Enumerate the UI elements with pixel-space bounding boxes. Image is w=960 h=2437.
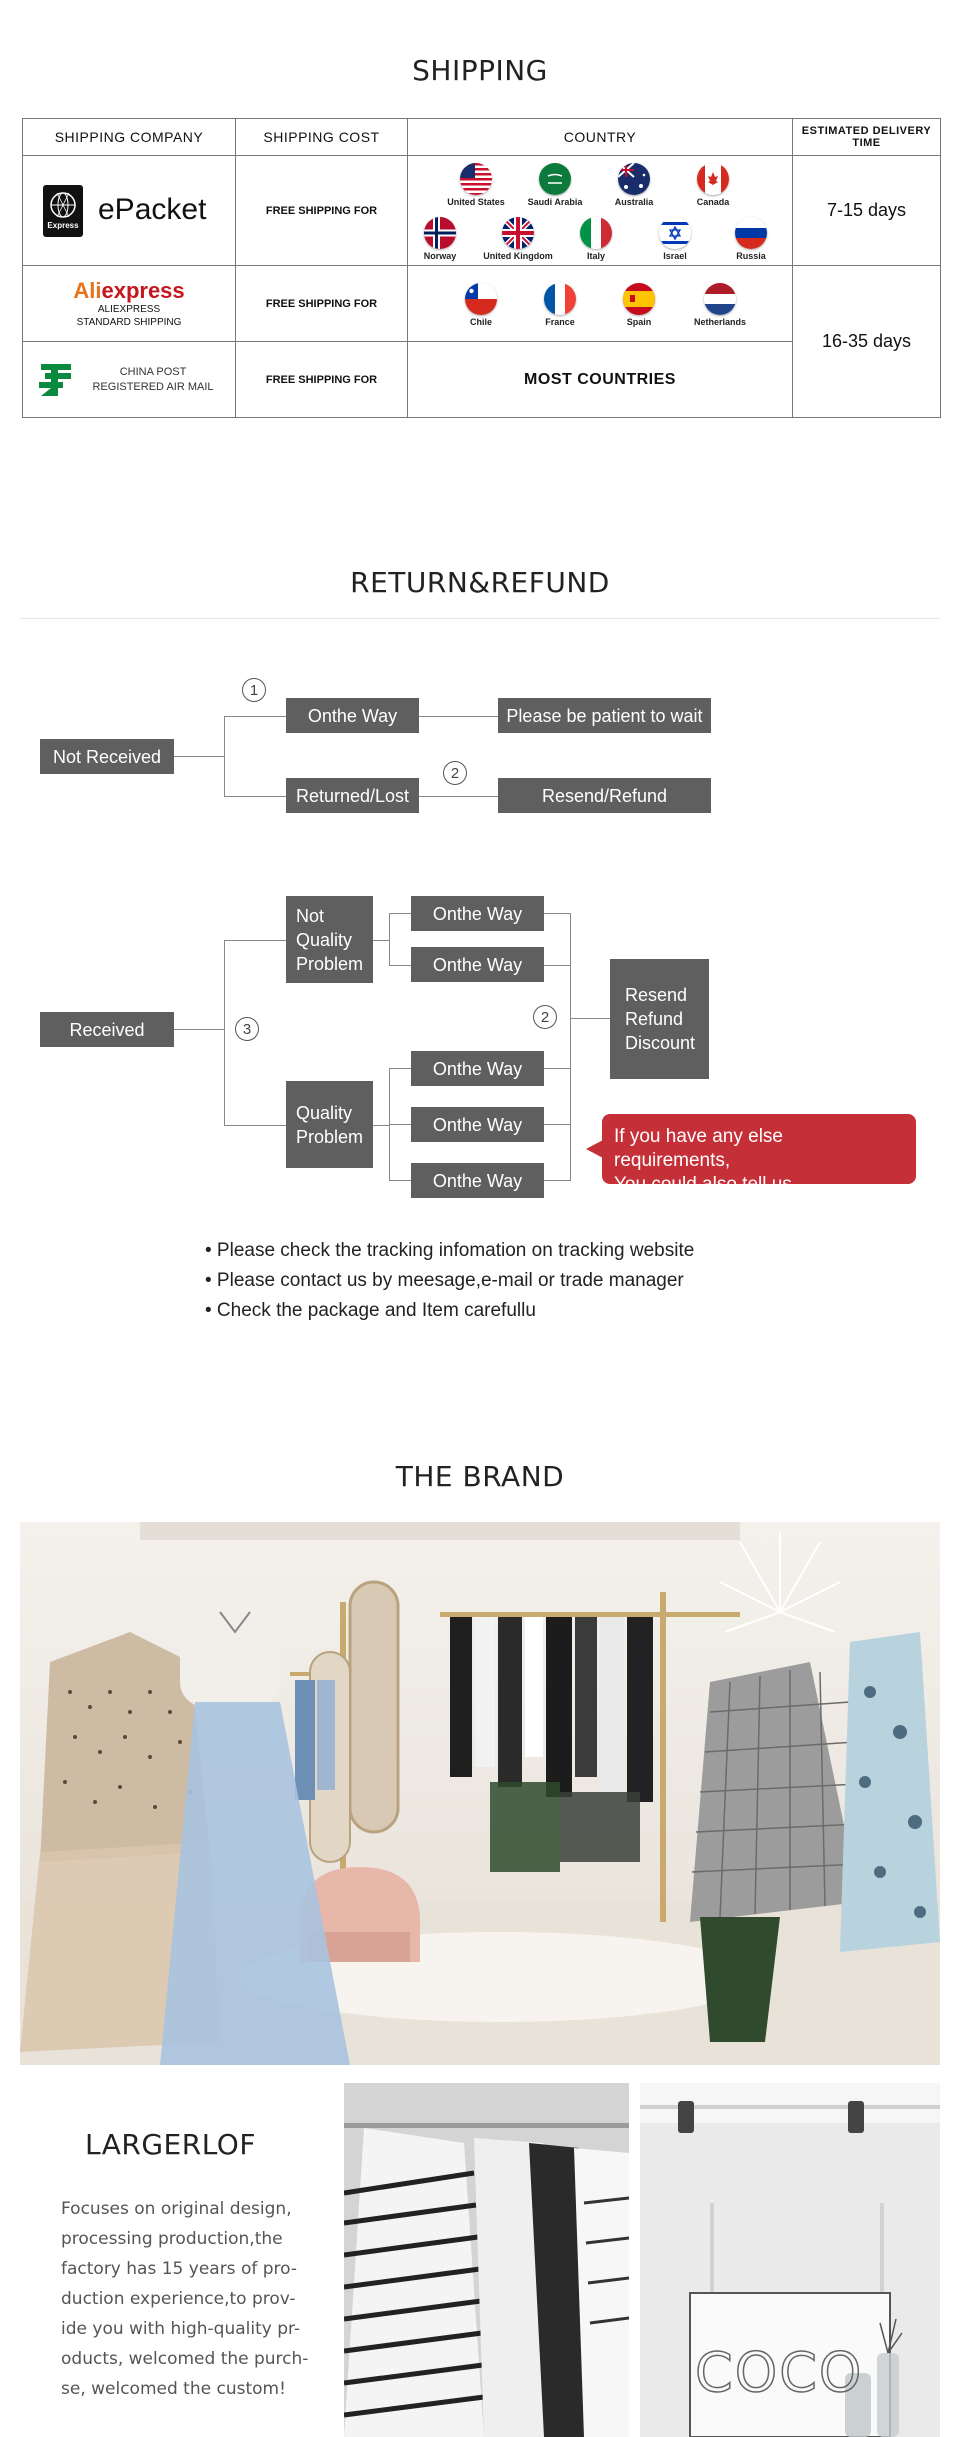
connector: [174, 756, 224, 757]
flag-israel: Israel: [640, 217, 710, 261]
epacket-time: 7-15 days: [793, 156, 941, 266]
connector: [389, 965, 411, 966]
header-delivery-time: ESTIMATED DELIVERY TIME: [793, 119, 941, 156]
onthe-way-box: Onthe Way: [411, 1107, 544, 1142]
aliexpress-cell: [23, 266, 236, 342]
connector: [224, 716, 225, 796]
china-post-countries: MOST COUNTRIES: [408, 342, 793, 418]
aliexpress-line1: ALIEXPRESS: [97, 303, 161, 315]
connector: [224, 1125, 286, 1126]
brand-title: THE BRAND: [395, 1460, 565, 1493]
flag-russia: Russia: [716, 217, 786, 261]
description-line: oducts, welcomed the purch-: [61, 2349, 309, 2369]
header-shipping-cost: SHIPPING COST: [236, 119, 408, 156]
coco-sign: COCO: [695, 2341, 864, 2404]
flag-chile: Chile: [446, 283, 516, 327]
connector: [544, 1068, 571, 1069]
brand-description: [61, 2194, 311, 2404]
aliexpress-countries: [408, 266, 793, 342]
description-line: processing production,the: [61, 2229, 283, 2249]
note-item: • Please contact us by meesage,e-mail or trade manager: [205, 1270, 684, 1291]
description-line: duction experience,to prov-: [61, 2289, 296, 2309]
flag-norway: Norway: [405, 217, 475, 261]
flag-united-kingdom: United Kingdom: [483, 217, 553, 261]
connector: [544, 913, 571, 914]
flag-saudi-arabia: Saudi Arabia: [520, 163, 590, 207]
connector: [389, 913, 390, 965]
refund-notes: [205, 1236, 694, 1326]
epacket-cost: FREE SHIPPING FOR: [236, 156, 408, 266]
connector: [224, 940, 225, 1125]
description-line: factory has 15 years of pro-: [61, 2259, 297, 2279]
bubble-pointer: [586, 1140, 603, 1158]
header-country: COUNTRY: [408, 119, 793, 156]
not-quality-problem-box: Not Quality Problem: [286, 896, 373, 983]
table-row: [23, 156, 941, 266]
flag-spain: Spain: [604, 283, 674, 327]
section-divider: [20, 618, 940, 619]
epacket-logo: [43, 185, 83, 237]
connector: [419, 716, 498, 717]
header-shipping-company: SHIPPING COMPANY: [23, 119, 236, 156]
onthe-way-box: Onthe Way: [411, 1163, 544, 1198]
china-post-cell: [23, 342, 236, 418]
description-line: Focuses on original design,: [61, 2199, 292, 2219]
connector: [389, 1180, 411, 1181]
connector: [419, 796, 498, 797]
returned-lost-box: Returned/Lost: [286, 778, 419, 813]
shared-delivery-time: 16-35 days: [793, 266, 941, 418]
china-post-line1: CHINA POST: [119, 365, 187, 378]
connector: [373, 1125, 389, 1126]
flag-united-states: United States: [441, 163, 511, 207]
onthe-way-box: Onthe Way: [411, 947, 544, 982]
showroom-photo: [20, 1522, 940, 2065]
table-row: [23, 266, 941, 342]
china-post-logo-icon: [37, 362, 75, 398]
coco-sign-photo: [640, 2083, 940, 2437]
connector: [570, 1018, 610, 1019]
connector: [174, 1029, 224, 1030]
connector: [544, 965, 571, 966]
epacket-name: ePacket: [98, 192, 207, 226]
onthe-way-box: Onthe Way: [411, 1051, 544, 1086]
step-number: 2: [443, 761, 467, 785]
china-post-cost: FREE SHIPPING FOR: [236, 342, 408, 418]
shipping-table: [22, 118, 941, 418]
connector: [544, 1180, 571, 1181]
shipping-title: SHIPPING: [412, 54, 548, 87]
step-number: 2: [533, 1005, 557, 1029]
note-item: • Please check the tracking infomation on tracking website: [205, 1240, 695, 1261]
resend-refund-box: Resend/Refund: [498, 778, 711, 813]
connector: [373, 940, 389, 941]
received-box: Received: [40, 1012, 174, 1047]
epacket-countries: [408, 156, 793, 266]
flag-canada: Canada: [678, 163, 748, 207]
onthe-way-box: Onthe Way: [286, 698, 419, 733]
epacket-cell: [23, 156, 236, 266]
quality-problem-box: Quality Problem: [286, 1081, 373, 1168]
connector: [570, 913, 571, 1180]
patient-box: Please be patient to wait: [498, 698, 711, 733]
flag-france: France: [525, 283, 595, 327]
flag-italy: Italy: [561, 217, 631, 261]
connector: [224, 796, 286, 797]
step-number: 1: [242, 678, 266, 702]
connector: [389, 1124, 411, 1125]
note-item: • Check the package and Item carefullu: [205, 1300, 536, 1321]
connector: [224, 940, 286, 941]
striped-shirts-photo: [344, 2083, 629, 2437]
bubble-line-2: You could also tell us.: [614, 1174, 798, 1195]
flag-australia: Australia: [599, 163, 669, 207]
epacket-logo-caption: Express: [47, 220, 79, 230]
connector: [389, 1068, 411, 1069]
flag-netherlands: Netherlands: [685, 283, 755, 327]
not-received-box: Not Received: [40, 739, 174, 774]
connector: [389, 913, 411, 914]
step-number: 3: [235, 1017, 259, 1041]
resend-refund-discount-box: Resend Refund Discount: [610, 959, 709, 1079]
aliexpress-cost: FREE SHIPPING FOR: [236, 266, 408, 342]
bubble-line-1: If you have any else requirements,: [614, 1126, 783, 1171]
description-line: se, welcomed the custom!: [61, 2379, 286, 2399]
connector: [224, 716, 286, 717]
aliexpress-line2: STANDARD SHIPPING: [76, 316, 182, 328]
aliexpress-logo: Aliexpress: [73, 277, 185, 303]
refund-title: RETURN&REFUND: [350, 566, 610, 599]
requirements-bubble: [602, 1114, 916, 1195]
onthe-way-box: Onthe Way: [411, 896, 544, 931]
shipping-header-row: [23, 119, 941, 156]
brand-name: LARGERLOF: [85, 2128, 256, 2161]
connector: [544, 1124, 571, 1125]
description-line: ide you with high-quality pr-: [61, 2319, 301, 2339]
china-post-line2: REGISTERED AIR MAIL: [92, 380, 214, 393]
